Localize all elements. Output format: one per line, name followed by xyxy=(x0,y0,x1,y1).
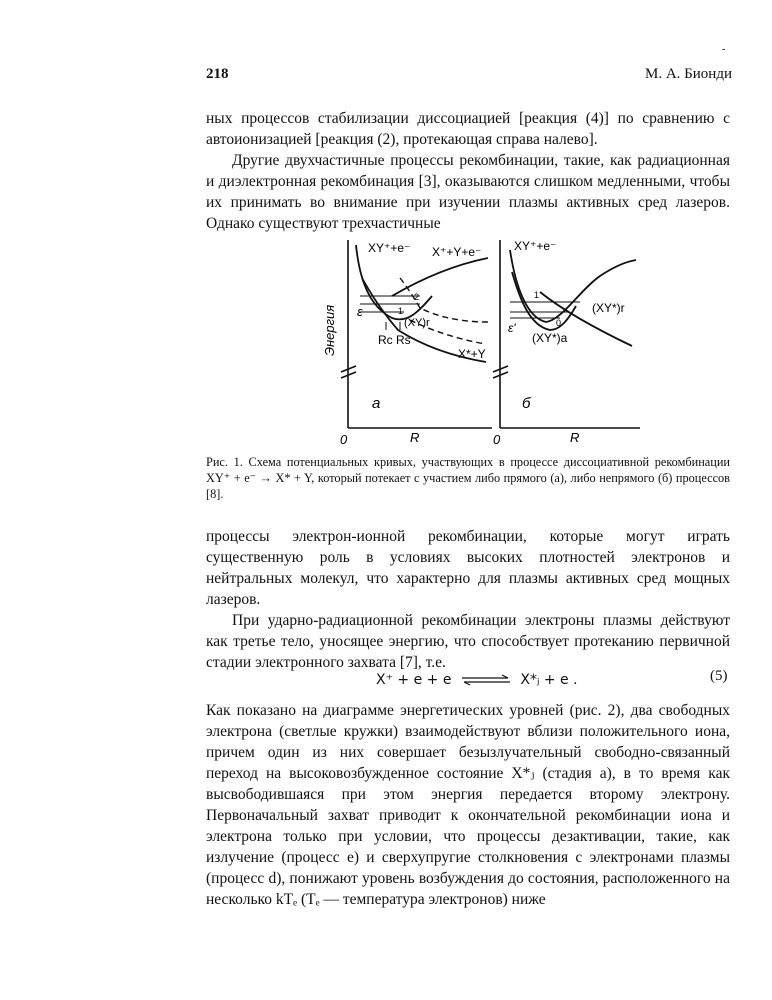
label-b-eps: ε' xyxy=(508,321,516,335)
label-b-xy-star-a: (XY*)a xyxy=(532,331,568,345)
label-a-x-plus-y: X⁺+Y+e⁻ xyxy=(432,245,482,259)
corner-mark: - xyxy=(722,44,726,55)
paragraph-4: При ударно-радиационной рекомбинации электроны плазмы действуют как третье тело, уносящее энергию, что способствует протеканию первичной стадии электронного захвата [7], т.е. xyxy=(206,612,730,671)
paragraph-5: Как показано на диаграмме энергетических уровней (рис. 2), два свободных электрона (светлые кружки) взаимодействуют вблизи положительного иона, причем один из них совершает безызлучательный свободно-связанный переход на высоковозбужденное состояние X*ⱼ (стадия а), в то время как высвободившаяся при этом энергия передается второму электрону. Первоначальный захват приводит к окончательной рекомбинации иона и электрона только при условии, что процессы дезактивации, такие, как излучение (процесс e) и сверхупругие столкновения с электронами плазмы (процесс d), понижают уровень возбуждения до состояния, расположенного на несколько kTₑ (Tₑ — температура электронов) ниже xyxy=(206,702,730,908)
label-a-x-star-y: X*+Y xyxy=(458,347,486,361)
figure-caption: Рис. 1. Схема потенциальных кривых, участвующих в процессе диссоциативной рекомбинации XY⁺ + e⁻ → X* + Y, который потекает с участием либо прямого (а), либо непрямого (б) процессов [8]. xyxy=(206,455,730,501)
equation-left: X⁺ + e + e xyxy=(376,672,452,688)
label-b-1: 1 xyxy=(534,290,540,300)
curve-xy-r xyxy=(362,278,486,362)
label-b-xy-star-r: (XY*)r xyxy=(592,301,625,315)
y-axis-label: Энергия xyxy=(322,304,337,356)
curve-x-plus-y xyxy=(392,258,488,296)
paragraph-3: процессы электрон-ионной рекомбинации, которые могут играть существенную роль в условиях высоких плотностей электронов и нейтральных молекул, что характерно для плазмы активных сред мощных лазеров. xyxy=(206,528,730,608)
label-b-xy-plus: XY⁺+e⁻ xyxy=(514,239,557,253)
label-b-0: 0 xyxy=(556,318,562,328)
page-number: 218 xyxy=(206,66,229,82)
panel-a-axis-break xyxy=(341,366,356,378)
curve-b-xy-star-a xyxy=(512,272,576,330)
label-a-eps: ε xyxy=(357,304,363,319)
label-a-1: 1 xyxy=(398,306,404,316)
curve-xy-plus xyxy=(356,245,432,319)
equation-right: X*ⱼ + e . xyxy=(520,672,578,688)
curve-b-xy-star-r xyxy=(540,292,632,346)
equation-number: (5) xyxy=(710,668,728,684)
label-a-xy-plus: XY⁺+e⁻ xyxy=(368,241,411,255)
paragraph-1: ных процессов стабилизации диссоциацией [реакция (4)] по сравнению с автоионизацией [реакция (2), протекающая справа налево]. xyxy=(206,110,730,148)
panel-b-axis-break xyxy=(493,366,508,378)
curve-dashed-upper xyxy=(400,278,488,322)
label-a-xy-r: (XY)r xyxy=(404,317,430,329)
label-a-letter: а xyxy=(372,395,381,412)
label-b-origin: 0 xyxy=(493,432,501,447)
label-a-2: 2 xyxy=(414,292,420,302)
equilibrium-arrow-icon xyxy=(460,674,512,686)
label-a-r-axis: R xyxy=(410,430,420,445)
label-b-letter: б xyxy=(522,395,531,412)
label-a-rc: Rc xyxy=(378,333,393,347)
paragraph-2: Другие двухчастичные процессы рекомбинации, такие, как радиационная и диэлектронная рекомбинация [3], оказываются слишком медленными, чтобы их принимать во внимание при изучении плазмы активных сред лазеров. Однако существуют трехчастичные xyxy=(206,152,730,232)
curve-dashed-lower xyxy=(410,320,486,344)
label-a-origin: 0 xyxy=(340,432,348,447)
running-author: М. А. Бионди xyxy=(645,66,732,82)
equation-5 xyxy=(376,672,578,688)
label-a-rs: Rs xyxy=(396,333,411,347)
label-b-r-axis: R xyxy=(570,430,580,445)
curve-b-xy-plus xyxy=(510,250,636,322)
